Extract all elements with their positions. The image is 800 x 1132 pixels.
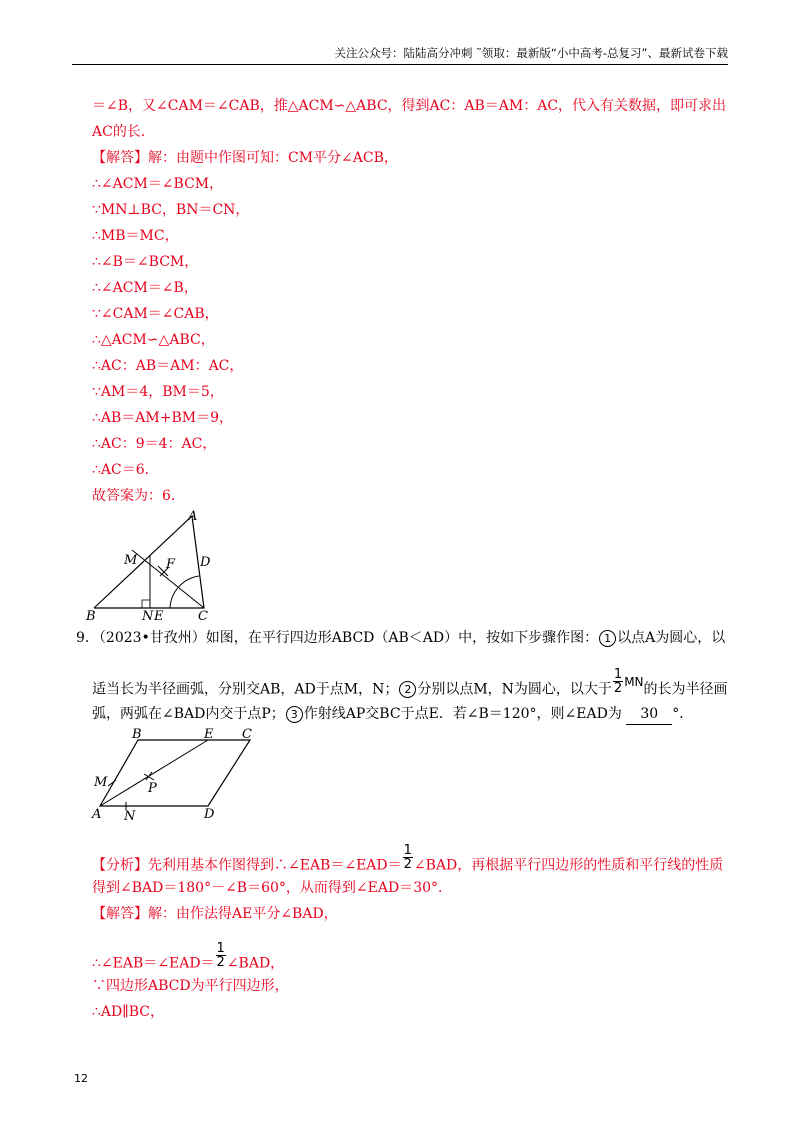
label-b: B (132, 727, 142, 742)
solution-line: ∴△ACM∽△ABC， (92, 332, 215, 348)
question-text: 的长为半径画 (643, 681, 728, 698)
question-text: 弧，两弧在∠BAD内交于点P； (92, 706, 285, 722)
fraction-numerator: 1 (216, 941, 225, 956)
solution-line: ＝∠B，又∠CAM＝∠CAB，推△ACM∽△ABC，得到AC：AB＝AM：AC，代入有关数据，即可求出 (92, 98, 727, 114)
answer-text: 解：由题中作图可知：CM平分∠ACB， (148, 150, 398, 166)
analysis-text: ∠BAD，再根据平行四边形的性质和平行线的性质 (413, 857, 724, 874)
solution-line: ∴AC：9＝4：AC， (92, 436, 217, 452)
page-number: 12 (74, 1072, 88, 1085)
solution-text: ∠BAD， (226, 955, 285, 972)
question-text: 以点A为圆心，以 (617, 630, 726, 646)
answer-line (92, 904, 338, 924)
question-text: MN (624, 674, 644, 689)
solution-line: AC的长． (92, 124, 155, 140)
solution-line: ∴AC＝6． (92, 462, 159, 478)
fraction-denominator: 2 (613, 681, 623, 696)
answer-text: 解：由作法得AE平分∠BAD， (148, 906, 338, 922)
solution-line: 故答案为：6． (92, 488, 185, 504)
solution-line: ∵四边形ABCD为平行四边形， (92, 978, 289, 994)
fraction-numerator: 1 (403, 843, 412, 858)
label-c: C (198, 609, 208, 624)
fraction (403, 844, 413, 871)
answer-tag: 【解答】 (92, 906, 148, 922)
page-header: 关注公众号：陆陆高分冲刺 ˜领取：最新版“小中高考-总复习”、最新试卷下载 (72, 44, 728, 65)
analysis-line-2: 得到∠BAD＝180°－∠B＝60°，从而得到∠EAD＝30°． (92, 880, 453, 896)
solution-line: ∴MB＝MC， (92, 228, 179, 244)
fraction-numerator: 1 (613, 667, 623, 682)
label-d: D (204, 807, 215, 822)
analysis-tag: 【分析】 (92, 857, 148, 874)
question-text: 作射线AP交BC于点E．若∠B＝120°，则∠EAD为 (303, 706, 622, 722)
fraction-denominator: 2 (403, 857, 412, 872)
solution-line: ∴∠ACM＝∠BCM， (92, 176, 224, 192)
answer-blank: 30 (626, 704, 672, 725)
solution-line: ∵∠CAM＝∠CAB， (92, 306, 219, 322)
label-a: A (188, 509, 198, 524)
label-e: E (154, 609, 164, 624)
label-m: M (94, 775, 108, 790)
step-marker: 2 (399, 681, 416, 698)
label-n: N (142, 609, 154, 624)
solution-line: ∴∠B＝∠BCM， (92, 254, 199, 270)
question-text: 分别以点M，N为圆心，以大于 (417, 681, 612, 698)
solution-line: ∴∠ACM＝∠B， (92, 280, 198, 296)
question-9-line-3 (92, 704, 693, 725)
answer-tag: 【解答】 (92, 150, 148, 166)
question-number: 9． (76, 630, 99, 646)
fraction-denominator: 2 (216, 955, 225, 970)
label-p: P (148, 781, 157, 796)
label-e: E (204, 727, 214, 742)
question-text: （2023•甘孜州）如图，在平行四边形ABCD（AB＜AD）中，按如下步骤作图： (98, 630, 599, 646)
question-text: °． (672, 706, 694, 722)
label-n: N (124, 809, 136, 824)
question-text: 适当长为半径画弧，分别交AB，AD于点M，N； (92, 681, 399, 698)
analysis-line-1 (92, 843, 724, 879)
solution-line: ∵AM＝4，BM＝5， (92, 384, 224, 400)
solution-line: ∴AD∥BC， (92, 1004, 164, 1020)
label-b: B (86, 609, 96, 624)
label-a: A (92, 807, 102, 822)
label-f: F (166, 557, 176, 572)
solution-line (92, 941, 285, 977)
label-c: C (242, 727, 252, 742)
question-9-line-1 (76, 628, 725, 648)
analysis-text: 先利用基本作图得到∴∠EAB＝∠EAD＝ (148, 857, 402, 874)
label-m: M (124, 553, 138, 568)
parallelogram-figure (84, 724, 266, 824)
question-9-line-2 (92, 667, 728, 703)
triangle-figure (84, 506, 234, 624)
fraction (613, 668, 623, 695)
step-marker: 3 (286, 706, 303, 723)
solution-text: ∴∠EAB＝∠EAD＝ (92, 955, 215, 972)
solution-line: ∴AC：AB＝AM：AC， (92, 358, 244, 374)
solution-line: ∵MN⊥BC，BN＝CN， (92, 202, 250, 218)
label-d: D (200, 555, 211, 570)
solution-line: ∴AB＝AM+BM＝9， (92, 410, 234, 426)
step-marker: 1 (599, 630, 616, 647)
answer-line (92, 148, 398, 168)
fraction (216, 942, 226, 969)
